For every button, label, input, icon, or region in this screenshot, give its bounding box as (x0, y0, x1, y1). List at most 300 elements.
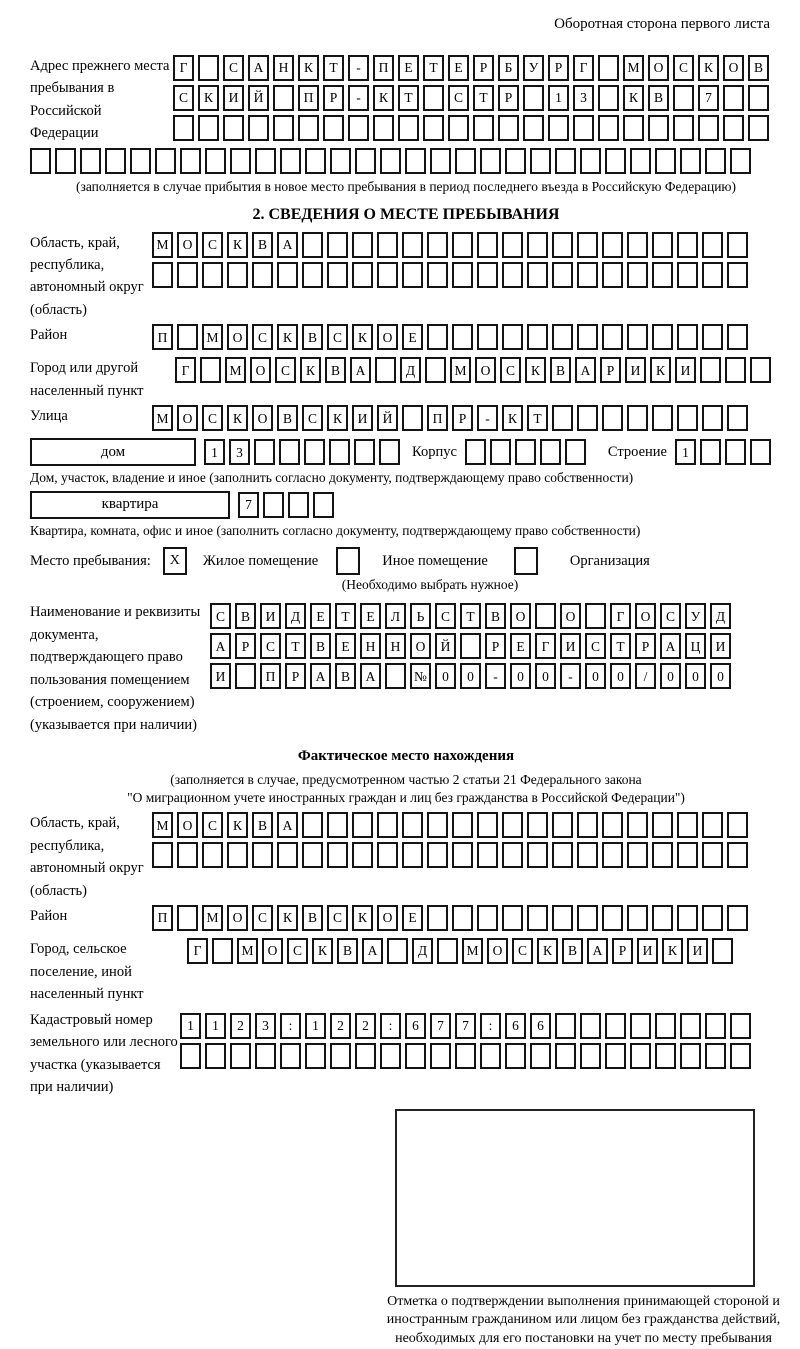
char-cell (227, 262, 248, 288)
korpus-row (465, 439, 590, 465)
char-cell (375, 357, 396, 383)
char-cell (302, 842, 323, 868)
char-cell (605, 1043, 626, 1069)
char-cell: 7 (238, 492, 259, 518)
char-cell (205, 148, 226, 174)
char-cell (652, 405, 673, 431)
region-label: Область, край, республика, автономный округ (область) (30, 234, 144, 318)
char-cell (177, 262, 198, 288)
char-cell: / (635, 663, 656, 689)
char-cell (680, 148, 701, 174)
field-actual-district (30, 905, 782, 935)
char-cell: С (500, 357, 521, 383)
char-cell (552, 812, 573, 838)
char-cell (627, 842, 648, 868)
char-cell: : (280, 1013, 301, 1039)
field-prev-address (30, 55, 782, 145)
char-cell (648, 115, 669, 141)
char-cell: М (237, 938, 258, 964)
char-cell: П (152, 324, 173, 350)
district-row (152, 324, 752, 350)
char-cell (580, 148, 601, 174)
char-cell (405, 148, 426, 174)
char-cell (540, 439, 561, 465)
char-cell: Ь (410, 603, 431, 629)
char-cell (602, 842, 623, 868)
page-side-title: Оборотная сторона первого листа (554, 16, 770, 32)
char-cell: И (352, 405, 373, 431)
char-cell: О (177, 812, 198, 838)
char-cell (530, 1043, 551, 1069)
char-cell (502, 842, 523, 868)
char-cell (427, 905, 448, 931)
char-cell: С (275, 357, 296, 383)
char-cell (602, 324, 623, 350)
actual-region-row-1 (152, 812, 752, 838)
char-cell (273, 115, 294, 141)
char-cell: И (637, 938, 658, 964)
char-cell: С (287, 938, 308, 964)
char-cell: 0 (510, 663, 531, 689)
char-cell: Р (600, 357, 621, 383)
char-cell (677, 232, 698, 258)
char-cell (698, 115, 719, 141)
char-cell (677, 842, 698, 868)
char-cell (552, 324, 573, 350)
checkbox-inoe (336, 547, 360, 575)
char-cell (473, 115, 494, 141)
char-cell (152, 262, 173, 288)
char-cell: С (210, 603, 231, 629)
char-cell: Р (473, 55, 494, 81)
char-cell: Р (285, 663, 306, 689)
field-stay-type (30, 547, 782, 575)
char-cell (602, 405, 623, 431)
char-cell: В (337, 938, 358, 964)
char-cell: Т (473, 85, 494, 111)
char-cell: В (648, 85, 669, 111)
char-cell: 0 (660, 663, 681, 689)
char-cell: Т (335, 603, 356, 629)
char-cell: И (625, 357, 646, 383)
char-cell (577, 842, 598, 868)
char-cell: - (348, 85, 369, 111)
char-cell (727, 324, 748, 350)
char-cell: О (723, 55, 744, 81)
char-cell (577, 812, 598, 838)
char-cell: Г (175, 357, 196, 383)
char-cell (460, 633, 481, 659)
char-cell: Д (400, 357, 421, 383)
char-cell (655, 1013, 676, 1039)
char-cell (427, 812, 448, 838)
char-cell (602, 232, 623, 258)
char-cell (627, 262, 648, 288)
char-cell (527, 262, 548, 288)
char-cell (725, 439, 746, 465)
char-cell (352, 842, 373, 868)
char-cell (327, 812, 348, 838)
char-cell (202, 262, 223, 288)
char-cell (385, 663, 406, 689)
char-cell (750, 357, 771, 383)
char-cell: Ц (685, 633, 706, 659)
char-cell (627, 405, 648, 431)
char-cell (329, 439, 350, 465)
char-cell (673, 115, 694, 141)
char-cell: С (302, 405, 323, 431)
cadastral-row-1 (180, 1013, 755, 1039)
char-cell (580, 1013, 601, 1039)
char-cell (527, 324, 548, 350)
char-cell: 0 (435, 663, 456, 689)
char-cell (502, 262, 523, 288)
char-cell: В (562, 938, 583, 964)
char-cell (263, 492, 284, 518)
char-cell (565, 439, 586, 465)
char-cell: Р (485, 633, 506, 659)
char-cell: К (312, 938, 333, 964)
char-cell: Р (452, 405, 473, 431)
char-cell: У (523, 55, 544, 81)
house-note: Дом, участок, владение и иное (заполнить согласно документу, подтверждающему право собственности) (30, 470, 634, 486)
char-cell (585, 603, 606, 629)
char-cell: С (252, 324, 273, 350)
char-cell: О (487, 938, 508, 964)
cadastral-label: Кадастровый номер земельного или лесного участка (указывается при наличии) (30, 1011, 178, 1096)
char-cell: А (277, 232, 298, 258)
char-cell (677, 905, 698, 931)
char-cell (702, 842, 723, 868)
char-cell (380, 148, 401, 174)
actual-city-row (187, 938, 737, 964)
char-cell (387, 938, 408, 964)
char-cell (502, 324, 523, 350)
char-cell (655, 1043, 676, 1069)
char-cell: Е (402, 905, 423, 931)
char-cell: Р (323, 85, 344, 111)
char-cell: А (350, 357, 371, 383)
char-cell (455, 1043, 476, 1069)
char-cell (273, 85, 294, 111)
char-cell (327, 262, 348, 288)
char-cell (230, 148, 251, 174)
prev-address-row-1 (173, 55, 773, 81)
char-cell: № (410, 663, 431, 689)
char-cell (727, 262, 748, 288)
char-cell: О (475, 357, 496, 383)
char-cell: К (277, 905, 298, 931)
char-cell: С (173, 85, 194, 111)
char-cell: О (377, 324, 398, 350)
char-cell: У (685, 603, 706, 629)
char-cell: О (560, 603, 581, 629)
char-cell: Е (402, 324, 423, 350)
char-cell: В (235, 603, 256, 629)
char-cell: С (448, 85, 469, 111)
char-cell (452, 324, 473, 350)
char-cell (180, 1043, 201, 1069)
char-cell: С (327, 905, 348, 931)
char-cell (223, 115, 244, 141)
prev-address-label: Адрес прежнего места пребывания в Российской Федерации (30, 58, 170, 142)
char-cell (700, 357, 721, 383)
char-cell: К (698, 55, 719, 81)
char-cell: К (227, 405, 248, 431)
char-cell (555, 1013, 576, 1039)
char-cell: С (202, 405, 223, 431)
char-cell (80, 148, 101, 174)
char-cell: К (502, 405, 523, 431)
street-row (152, 405, 752, 431)
char-cell: 0 (610, 663, 631, 689)
char-cell (598, 115, 619, 141)
char-cell: С (327, 324, 348, 350)
char-cell: Т (398, 85, 419, 111)
char-cell: 2 (230, 1013, 251, 1039)
char-cell (652, 905, 673, 931)
char-cell (602, 812, 623, 838)
char-cell: 3 (573, 85, 594, 111)
section-2-title: 2. СВЕДЕНИЯ О МЕСТЕ ПРЕБЫВАНИЯ (252, 205, 560, 223)
char-cell: 0 (585, 663, 606, 689)
field-actual-city (30, 938, 782, 1005)
char-cell (677, 812, 698, 838)
char-cell: С (660, 603, 681, 629)
char-cell (652, 232, 673, 258)
char-cell (627, 232, 648, 258)
char-cell (477, 262, 498, 288)
char-cell: И (675, 357, 696, 383)
char-cell (748, 115, 769, 141)
char-cell (573, 115, 594, 141)
actual-location-note-2: "О миграционном учете иностранных граждан и лиц без гражданства в Российской Федерации") (127, 789, 685, 805)
char-cell: К (277, 324, 298, 350)
char-cell (352, 232, 373, 258)
char-cell (348, 115, 369, 141)
char-cell: Д (710, 603, 731, 629)
char-cell: : (480, 1013, 501, 1039)
char-cell (402, 232, 423, 258)
prev-address-note: (заполняется в случае прибытия в новое место пребывания в период последнего въезда в Российскую Федерацию) (75, 179, 737, 194)
char-cell (505, 1043, 526, 1069)
char-cell (352, 262, 373, 288)
char-cell (700, 439, 721, 465)
char-cell: А (575, 357, 596, 383)
char-cell (377, 262, 398, 288)
char-cell (725, 357, 746, 383)
char-cell: Б (498, 55, 519, 81)
char-cell: П (152, 905, 173, 931)
char-cell (477, 812, 498, 838)
char-cell (212, 938, 233, 964)
apartment-row (238, 492, 338, 518)
char-cell: О (410, 633, 431, 659)
char-cell (605, 148, 626, 174)
char-cell (577, 232, 598, 258)
street-label: Улица (30, 408, 68, 425)
document-row-2 (210, 633, 735, 659)
char-cell: Н (360, 633, 381, 659)
char-cell (255, 148, 276, 174)
char-cell (652, 262, 673, 288)
city-row (175, 357, 775, 383)
char-cell: С (435, 603, 456, 629)
char-cell (705, 1043, 726, 1069)
char-cell (230, 1043, 251, 1069)
stay-type-note: (Необходимо выбрать нужное) (341, 577, 519, 593)
char-cell: В (277, 405, 298, 431)
char-cell (580, 1043, 601, 1069)
apartment-note: Квартира, комната, офис и иное (заполнить согласно документу, подтверждающему право собственности) (30, 522, 641, 538)
char-cell (680, 1013, 701, 1039)
field-house (30, 438, 782, 466)
char-cell: О (510, 603, 531, 629)
char-cell: : (380, 1013, 401, 1039)
char-cell: 3 (255, 1013, 276, 1039)
field-document (30, 601, 782, 736)
field-street (30, 405, 782, 435)
char-cell (177, 324, 198, 350)
char-cell: В (550, 357, 571, 383)
char-cell: Н (385, 633, 406, 659)
char-cell (477, 324, 498, 350)
char-cell (602, 905, 623, 931)
char-cell (652, 812, 673, 838)
char-cell (555, 148, 576, 174)
char-cell: - (560, 663, 581, 689)
char-cell: К (537, 938, 558, 964)
char-cell: К (300, 357, 321, 383)
char-cell: Т (460, 603, 481, 629)
char-cell (235, 663, 256, 689)
field-city (30, 357, 782, 402)
char-cell (527, 842, 548, 868)
char-cell: П (298, 85, 319, 111)
char-cell: Й (377, 405, 398, 431)
checkbox-organizaciya (514, 547, 538, 575)
house-box-label: дом (30, 438, 196, 466)
char-cell: К (327, 405, 348, 431)
char-cell (548, 115, 569, 141)
char-cell (298, 115, 319, 141)
char-cell (177, 842, 198, 868)
char-cell (313, 492, 334, 518)
char-cell (750, 439, 771, 465)
char-cell (198, 115, 219, 141)
char-cell: Й (248, 85, 269, 111)
char-cell: 1 (205, 1013, 226, 1039)
house-number-row (204, 439, 404, 465)
char-cell (523, 85, 544, 111)
char-cell (477, 905, 498, 931)
char-cell (598, 55, 619, 81)
char-cell: - (477, 405, 498, 431)
char-cell (630, 1043, 651, 1069)
char-cell (527, 905, 548, 931)
char-cell: О (648, 55, 669, 81)
char-cell: С (585, 633, 606, 659)
char-cell: О (177, 405, 198, 431)
char-cell (352, 812, 373, 838)
char-cell: С (512, 938, 533, 964)
char-cell: 2 (330, 1013, 351, 1039)
char-cell (702, 232, 723, 258)
char-cell (702, 324, 723, 350)
stay-option-inoe-label: Иное помещение (382, 552, 488, 569)
char-cell: 7 (430, 1013, 451, 1039)
char-cell: А (210, 633, 231, 659)
char-cell: О (252, 405, 273, 431)
char-cell (280, 148, 301, 174)
char-cell: Д (412, 938, 433, 964)
char-cell (677, 324, 698, 350)
char-cell: В (485, 603, 506, 629)
char-cell: И (560, 633, 581, 659)
char-cell (627, 324, 648, 350)
char-cell: Е (448, 55, 469, 81)
char-cell (425, 357, 446, 383)
char-cell: Г (610, 603, 631, 629)
char-cell (730, 148, 751, 174)
char-cell: 2 (355, 1013, 376, 1039)
field-region (30, 232, 782, 322)
char-cell: П (373, 55, 394, 81)
stroenie-row (675, 439, 775, 465)
char-cell (677, 405, 698, 431)
char-cell (255, 1043, 276, 1069)
char-cell (727, 232, 748, 258)
char-cell: М (623, 55, 644, 81)
char-cell: Р (548, 55, 569, 81)
actual-location-note-1: (заполняется в случае, предусмотренном частью 2 статьи 21 Федерального закона (170, 772, 642, 788)
char-cell (402, 405, 423, 431)
char-cell: 0 (685, 663, 706, 689)
korpus-label: Корпус (412, 443, 457, 460)
char-cell: О (250, 357, 271, 383)
char-cell (535, 603, 556, 629)
stroenie-label: Строение (607, 443, 667, 460)
document-row-1 (210, 603, 735, 629)
char-cell (423, 85, 444, 111)
char-cell (377, 842, 398, 868)
char-cell (377, 812, 398, 838)
char-cell: О (377, 905, 398, 931)
char-cell (379, 439, 400, 465)
char-cell (677, 262, 698, 288)
char-cell (330, 148, 351, 174)
char-cell: - (348, 55, 369, 81)
char-cell: Е (310, 603, 331, 629)
char-cell: П (427, 405, 448, 431)
char-cell: М (152, 405, 173, 431)
char-cell (552, 232, 573, 258)
char-cell: А (310, 663, 331, 689)
char-cell (598, 85, 619, 111)
char-cell: 7 (698, 85, 719, 111)
char-cell: М (202, 905, 223, 931)
char-cell (727, 405, 748, 431)
field-district (30, 324, 782, 354)
char-cell: Т (610, 633, 631, 659)
char-cell: 1 (675, 439, 696, 465)
char-cell: В (325, 357, 346, 383)
char-cell: Р (635, 633, 656, 659)
char-cell (552, 405, 573, 431)
char-cell (515, 439, 536, 465)
char-cell: С (223, 55, 244, 81)
char-cell: 3 (229, 439, 250, 465)
